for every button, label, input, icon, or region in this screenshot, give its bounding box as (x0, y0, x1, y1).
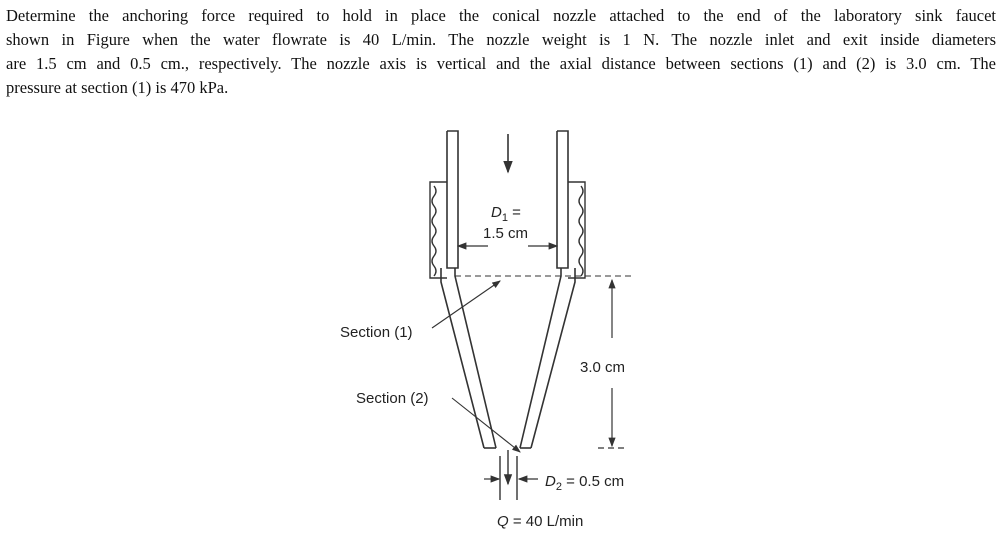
section1-label: Section (1) (340, 324, 413, 341)
problem-line-2: shown in Figure when the water flowrate is 40 L/min. The nozzle weight is 1 N. The nozzle inlet and exit inside diameters (6, 30, 996, 49)
exit-jet (500, 450, 517, 500)
distance-label: 3.0 cm (580, 359, 626, 376)
d2-label: $D_2 = 0.5$ cm (545, 473, 625, 493)
problem-line-4: pressure at section (1) is 470 kPa. (6, 78, 229, 97)
conical-nozzle (441, 268, 575, 448)
problem-line-1: Determine the anchoring force required to hold in place the conical nozzle attached to the end of the laboratory sink faucet (6, 6, 996, 25)
flowrate-label: Q = 40 L/min (497, 513, 584, 530)
problem-line-3: are 1.5 cm and 0.5 cm., respectively. The nozzle axis is vertical and the axial distance between sections (1) and (2) is 3.0 cm. The (6, 54, 996, 73)
section2-label: Section (2) (356, 390, 429, 407)
d1-label: $D_1$ = (491, 204, 521, 224)
d1-value: 1.5 cm (483, 225, 529, 242)
